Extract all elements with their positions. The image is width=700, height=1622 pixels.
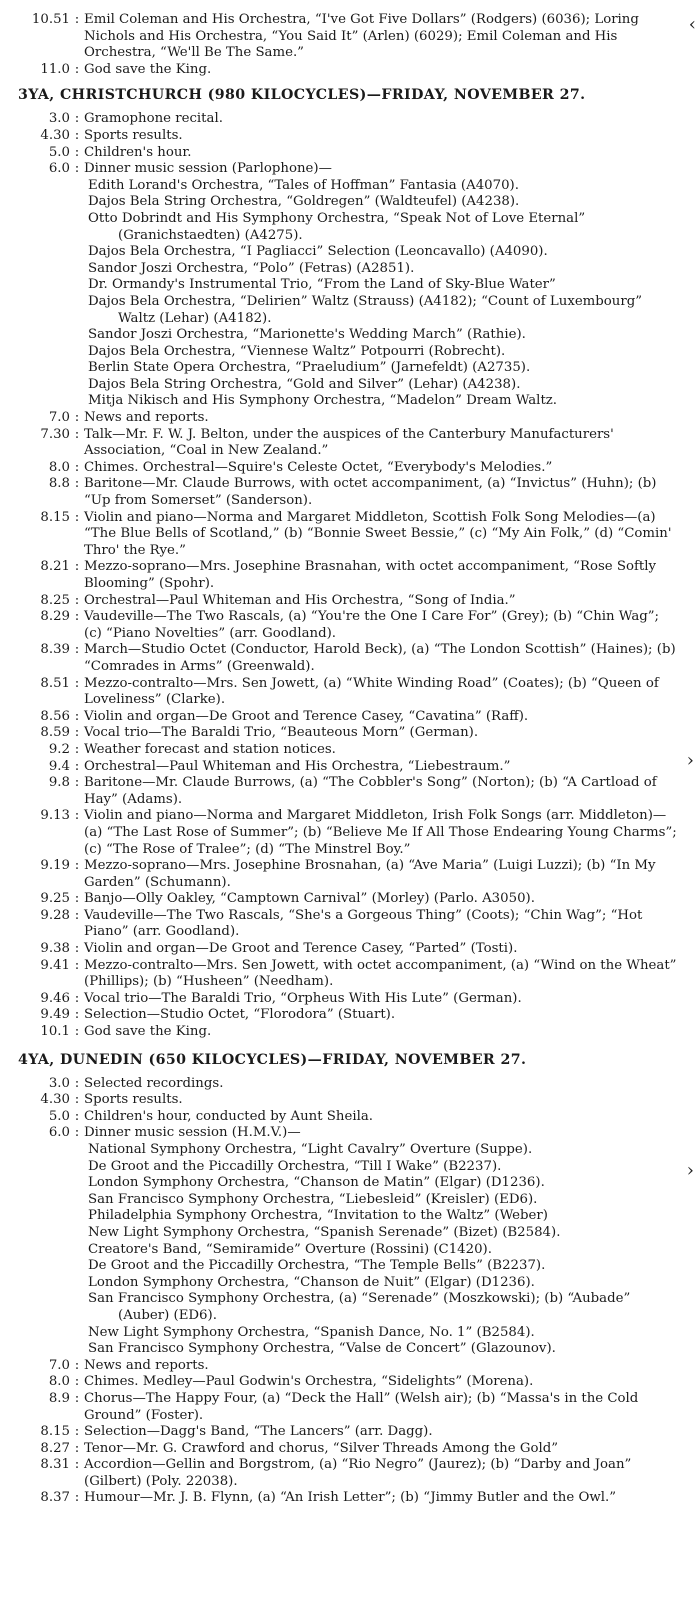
dinner-item-text: Dajos Bela Orchestra, “Viennese Waltz” Potpourri (Robrecht).	[88, 343, 506, 359]
entry-text: Children's hour, conducted by Aunt Sheila.	[84, 1108, 373, 1124]
dinner-item	[18, 1341, 680, 1358]
entry-time: 8.29	[40, 609, 70, 625]
entry-time: 11.0	[40, 61, 70, 77]
entry-time: 8.39	[40, 642, 70, 658]
dinner-item	[18, 294, 680, 327]
entry-text: Dinner music session (H.M.V.)—	[84, 1125, 301, 1141]
entry-text: Baritone—Mr. Claude Burrows, (a) “The Cobbler's Song” (Norton); (b) “A Cartload of Hay” (Adams).	[84, 775, 657, 807]
entry-time: 9.19	[40, 858, 70, 874]
dinner-item	[18, 178, 680, 195]
dinner-item	[18, 1159, 680, 1176]
entry-text: Violin and piano—Norma and Margaret Middleton, Scottish Folk Song Melodies—(a) “The Blue Bells of Scotland,” (b) “Bonnie Sweet Bessie,” (c) “My Ain Folk,” (d) “Comin' Thro' the Rye.”	[84, 509, 672, 558]
dinner-item-text: London Symphony Orchestra, “Chanson de Matin” (Elgar) (D1236).	[88, 1175, 545, 1191]
entry-time: 9.41	[40, 957, 70, 973]
dinner-item	[18, 244, 680, 261]
schedule-entry	[18, 709, 680, 726]
entry-colon: :	[74, 161, 80, 177]
schedule-entry	[18, 775, 680, 808]
schedule-entry	[18, 145, 680, 162]
entry-text: March—Studio Octet (Conductor, Harold Beck), (a) “The London Scottish” (Haines); (b) “Comrades in Arms” (Greenwald).	[84, 642, 676, 674]
entry-text: Dinner music session (Parlophone)—	[84, 161, 332, 177]
schedule-entry	[18, 991, 680, 1008]
dinner-item	[18, 1208, 680, 1225]
entry-time: 5.0	[48, 144, 70, 160]
dinner-item	[18, 1175, 680, 1192]
entry-colon: :	[74, 858, 80, 874]
entry-colon: :	[74, 808, 80, 824]
entry-colon: :	[74, 957, 80, 973]
dinner-item-text: Dajos Bela String Orchestra, “Gold and Silver” (Lehar) (A4238).	[88, 376, 521, 392]
schedule-entry	[18, 1358, 680, 1375]
entry-colon: :	[74, 12, 80, 27]
entry-colon: :	[74, 1374, 80, 1390]
entry-colon: :	[74, 111, 80, 127]
entry-colon: :	[74, 127, 80, 143]
entry-text: Violin and organ—De Groot and Terence Casey, “Cavatina” (Raff).	[84, 708, 529, 724]
dinner-item-text: Dajos Bela String Orchestra, “Goldregen” (Waldteufel) (A4238).	[88, 194, 520, 210]
schedule-entry	[18, 111, 680, 128]
entry-time: 7.30	[40, 426, 70, 442]
entry-colon: :	[74, 725, 80, 741]
dinner-item-text: San Francisco Symphony Orchestra, “Valse de Concert” (Glazounov).	[88, 1341, 556, 1357]
dinner-item	[18, 393, 680, 410]
schedule-entry	[18, 1092, 680, 1109]
dinner-item-text: De Groot and the Piccadilly Orchestra, “The Temple Bells” (B2237).	[88, 1258, 546, 1274]
entry-time: 8.51	[40, 675, 70, 691]
entry-time: 10.51	[31, 12, 70, 27]
entry-text: Accordion—Gellin and Borgstrom, (a) “Rio Negro” (Jaurez); (b) “Darby and Joan” (Gilbert) (Poly. 22038).	[84, 1457, 632, 1489]
schedule-entry	[18, 1374, 680, 1391]
margin-mark-lower: ›	[686, 1160, 694, 1181]
schedule-entry	[18, 62, 680, 79]
dinner-item	[18, 1325, 680, 1342]
entry-colon: :	[74, 1108, 80, 1124]
entry-time: 8.27	[40, 1440, 70, 1456]
schedule-entry	[18, 1391, 680, 1424]
entry-time: 3.0	[48, 111, 70, 127]
entry-colon: :	[74, 1125, 80, 1141]
entry-text: God save the King.	[84, 1024, 212, 1040]
entry-time: 9.8	[48, 775, 70, 791]
entry-text: Vocal trio—The Baraldi Trio, “Beauteous Morn” (German).	[84, 725, 479, 741]
entry-text: Weather forecast and station notices.	[84, 741, 336, 757]
schedule-entry	[18, 609, 680, 642]
entry-colon: :	[74, 1490, 80, 1506]
entry-time: 3.0	[48, 1075, 70, 1091]
entry-text: Talk—Mr. F. W. J. Belton, under the auspices of the Canterbury Manufacturers' Association, “Coal in New Zealand.”	[84, 426, 614, 459]
dinner-item-text: Mitja Nikisch and His Symphony Orchestra, “Madelon” Dream Waltz.	[88, 393, 558, 409]
dinner-item-text: Dajos Bela Orchestra, “Delirien” Waltz (Strauss) (A4182); “Count of Luxembourg” Waltz (Lehar) (A4182).	[88, 293, 643, 326]
schedule-entry	[18, 559, 680, 592]
entry-time: 8.8	[48, 476, 70, 492]
entry-text: Violin and organ—De Groot and Terence Casey, “Parted” (Tosti).	[84, 941, 518, 957]
dinner-item-text: Philadelphia Symphony Orchestra, “Invitation to the Waltz” (Weber)	[88, 1208, 548, 1224]
entry-text: God save the King.	[84, 61, 212, 77]
schedule-entry	[18, 1024, 680, 1041]
entry-text: Baritone—Mr. Claude Burrows, with octet accompaniment, (a) “Invictus” (Huhn); (b) “Up from Somerset” (Sanderson).	[84, 476, 657, 509]
dinner-item	[18, 261, 680, 278]
entry-colon: :	[74, 1390, 80, 1406]
schedule-entry	[18, 12, 680, 62]
entry-text: Vaudeville—The Two Rascals, (a) “You're the One I Care For” (Grey); (b) “Chin Wag”; (c) “Piano Novelties” (arr. Goodland).	[84, 609, 660, 641]
schedule-entry	[18, 676, 680, 709]
schedule-entry	[18, 742, 680, 759]
entry-time: 6.0	[48, 161, 70, 177]
schedule-entry	[18, 1424, 680, 1441]
entry-time: 8.31	[40, 1457, 70, 1473]
entry-text: Children's hour.	[84, 144, 192, 160]
entry-text: Chimes. Medley—Paul Godwin's Orchestra, “Sidelights” (Morena).	[84, 1374, 534, 1390]
dinner-item	[18, 277, 680, 294]
entry-colon: :	[74, 1075, 80, 1091]
entry-time: 8.59	[40, 725, 70, 741]
entry-text: Selected recordings.	[84, 1075, 224, 1091]
entry-time: 7.0	[48, 1357, 70, 1373]
entry-time: 8.15	[40, 509, 70, 525]
entry-time: 9.2	[48, 741, 70, 757]
entry-colon: :	[74, 1024, 80, 1040]
dinner-item	[18, 194, 680, 211]
entry-colon: :	[74, 144, 80, 160]
entry-time: 4.30	[40, 1092, 70, 1108]
schedule-entry	[18, 858, 680, 891]
schedule-entry	[18, 1109, 680, 1126]
entry-colon: :	[74, 459, 80, 475]
entry-time: 9.25	[40, 891, 70, 907]
schedule-entry	[18, 476, 680, 509]
entry-time: 10.1	[40, 1024, 70, 1040]
entry-colon: :	[74, 410, 80, 426]
margin-mark-top: ‹	[688, 14, 696, 35]
dinner-item	[18, 1142, 680, 1159]
entry-time: 9.46	[40, 990, 70, 1006]
entry-colon: :	[74, 642, 80, 658]
entry-colon: :	[74, 675, 80, 691]
entry-colon: :	[74, 708, 80, 724]
christchurch-heading: 3YA, CHRISTCHURCH (980 KILOCYCLES)—FRIDAY, NOVEMBER 27.	[18, 87, 586, 104]
entry-colon: :	[74, 61, 80, 77]
entry-time: 8.37	[40, 1490, 70, 1506]
entry-colon: :	[74, 1357, 80, 1373]
dinner-item-text: San Francisco Symphony Orchestra, (a) “Serenade” (Moszkowski); (b) “Aubade” (Auber) (ED6).	[88, 1291, 631, 1323]
entry-text: Violin and piano—Norma and Margaret Middleton, Irish Folk Songs (arr. Middleton)—(a) “The Last Rose of Summer”; (b) “Believe Me If All Those Endearing Young Charms”; (c) “The Rose of Tralee”; (d) “The Minstrel Boy.”	[84, 808, 677, 857]
entry-colon: :	[74, 907, 80, 923]
dinner-item-text: Creatore's Band, “Semiramide” Overture (Rossini) (C1420).	[88, 1241, 492, 1257]
schedule-entry	[18, 958, 680, 991]
entry-text: Tenor—Mr. G. Crawford and chorus, “Silver Threads Among the Gold”	[84, 1440, 559, 1456]
schedule-entry	[18, 941, 680, 958]
schedule-entry	[18, 510, 680, 560]
dinner-item-text: Berlin State Opera Orchestra, “Praeludium” (Jarnefeldt) (A2735).	[88, 360, 531, 376]
schedule-entry	[18, 642, 680, 675]
margin-mark-mid: ›	[686, 750, 694, 771]
entry-colon: :	[74, 758, 80, 774]
dinner-item-text: Sandor Joszi Orchestra, “Polo” (Fetras) (A2851).	[88, 260, 415, 276]
schedule-entry	[18, 161, 680, 178]
entry-text: Mezzo-soprano—Mrs. Josephine Brosnahan, (a) “Ave Maria” (Luigi Luzzi); (b) “In My Garden” (Schumann).	[84, 858, 656, 890]
entry-colon: :	[74, 990, 80, 1006]
entry-colon: :	[74, 1457, 80, 1473]
entry-text: Mezzo-contralto—Mrs. Sen Jowett, (a) “White Winding Road” (Coates); (b) “Queen of Loveliness” (Clarke).	[84, 675, 659, 708]
entry-time: 9.49	[40, 1007, 70, 1023]
schedule-entry	[18, 1457, 680, 1490]
entry-time: 8.9	[48, 1390, 70, 1406]
dinner-item	[18, 344, 680, 361]
schedule-entry	[18, 593, 680, 610]
schedule-entry	[18, 410, 680, 427]
entry-time: 9.13	[40, 808, 70, 824]
dinner-item	[18, 1291, 680, 1324]
dinner-item-text: New Light Symphony Orchestra, “Spanish Dance, No. 1” (B2584).	[88, 1324, 535, 1340]
schedule-entry	[18, 908, 680, 941]
entry-colon: :	[74, 592, 80, 608]
dinner-item	[18, 327, 680, 344]
schedule-entry	[18, 808, 680, 858]
dinner-item	[18, 1225, 680, 1242]
schedule-entry	[18, 759, 680, 776]
entry-colon: :	[74, 426, 80, 442]
schedule-entry	[18, 725, 680, 742]
entry-time: 8.0	[48, 459, 70, 475]
dinner-item-text: Otto Dobrindt and His Symphony Orchestra, “Speak Not of Love Eternal” (Granichstaedten) (A4275).	[88, 210, 586, 243]
entry-text: Chimes. Orchestral—Squire's Celeste Octet, “Everybody's Melodies.”	[84, 459, 553, 475]
dinner-item	[18, 1242, 680, 1259]
entry-text: Mezzo-soprano—Mrs. Josephine Brasnahan, with octet accompaniment, “Rose Softly Blooming” (Spohr).	[84, 559, 657, 591]
entry-text: Orchestral—Paul Whiteman and His Orchestra, “Liebestraum.”	[84, 758, 511, 774]
entry-text: News and reports.	[84, 1357, 209, 1373]
dinner-item	[18, 211, 680, 244]
entry-time: 8.15	[40, 1424, 70, 1440]
dinner-item	[18, 1258, 680, 1275]
dinner-item-text: De Groot and the Piccadilly Orchestra, “Till I Wake” (B2237).	[88, 1158, 502, 1174]
entry-time: 8.21	[40, 559, 70, 575]
dinner-item-text: Dajos Bela Orchestra, “I Pagliacci” Selection (Leoncavallo) (A4090).	[88, 244, 548, 260]
entry-colon: :	[74, 1424, 80, 1440]
entry-text: Gramophone recital.	[84, 111, 223, 127]
entry-colon: :	[74, 1007, 80, 1023]
dinner-item	[18, 1275, 680, 1292]
entry-time: 5.0	[48, 1108, 70, 1124]
dinner-item	[18, 377, 680, 394]
entry-text: Emil Coleman and His Orchestra, “I've Got Five Dollars” (Rodgers) (6036); Loring Nichols and His Orchestra, “You Said It” (Arlen) (6029); Emil Coleman and His Orchestra, “We'll Be The Same.”	[84, 12, 639, 61]
entry-time: 9.38	[40, 941, 70, 957]
schedule-entry	[18, 1007, 680, 1024]
entry-text: Selection—Studio Octet, “Florodora” (Stuart).	[84, 1007, 396, 1023]
dinner-item-text: Edith Lorand's Orchestra, “Tales of Hoffman” Fantasia (A4070).	[88, 177, 519, 193]
top-continuation	[18, 12, 680, 78]
schedule-entry	[18, 1125, 680, 1142]
entry-text: Sports results.	[84, 1092, 183, 1108]
entry-colon: :	[74, 741, 80, 757]
schedule-entry	[18, 1441, 680, 1458]
schedule-entry	[18, 1490, 680, 1507]
schedule-entry	[18, 891, 680, 908]
entry-text: Banjo—Olly Oakley, “Camptown Carnival” (Morley) (Parlo. A3050).	[84, 891, 535, 907]
entry-time: 9.28	[40, 907, 70, 923]
dinner-item-text: London Symphony Orchestra, “Chanson de Nuit” (Elgar) (D1236).	[88, 1274, 535, 1290]
dunedin-section	[18, 1051, 680, 1507]
dinner-item	[18, 1192, 680, 1209]
dinner-item-text: Dr. Ormandy's Instrumental Trio, “From the Land of Sky-Blue Water”	[88, 277, 556, 293]
dinner-item-text: National Symphony Orchestra, “Light Cavalry” Overture (Suppe).	[88, 1142, 533, 1157]
entry-colon: :	[74, 509, 80, 525]
entry-colon: :	[74, 476, 80, 492]
schedule-entry	[18, 128, 680, 145]
entry-time: 8.25	[40, 592, 70, 608]
entry-time: 4.30	[40, 127, 70, 143]
dinner-item-text: New Light Symphony Orchestra, “Spanish Serenade” (Bizet) (B2584).	[88, 1224, 561, 1240]
schedule-entry	[18, 460, 680, 477]
entry-text: Chorus—The Happy Four, (a) “Deck the Hall” (Welsh air); (b) “Massa's in the Cold Ground” (Foster).	[84, 1390, 639, 1423]
entry-colon: :	[74, 559, 80, 575]
entry-text: Orchestral—Paul Whiteman and His Orchestra, “Song of India.”	[84, 592, 516, 608]
entry-text: Vaudeville—The Two Rascals, “She's a Gorgeous Thing” (Coots); “Chin Wag”; “Hot Piano” (arr. Goodland).	[84, 907, 643, 940]
entry-text: Sports results.	[84, 127, 183, 143]
entry-text: Humour—Mr. J. B. Flynn, (a) “An Irish Letter”; (b) “Jimmy Butler and the Owl.”	[84, 1490, 617, 1506]
schedule-entry	[18, 1076, 680, 1093]
entry-time: 7.0	[48, 410, 70, 426]
entry-colon: :	[74, 609, 80, 625]
entry-time: 6.0	[48, 1125, 70, 1141]
dinner-item	[18, 360, 680, 377]
entry-colon: :	[74, 775, 80, 791]
entry-text: Mezzo-contralto—Mrs. Sen Jowett, with octet accompaniment, (a) “Wind on the Wheat” (Phillips); (b) “Husheen” (Needham).	[84, 957, 677, 990]
entry-time: 8.56	[40, 708, 70, 724]
entry-text: News and reports.	[84, 410, 209, 426]
dinner-item-text: Sandor Joszi Orchestra, “Marionette's Wedding March” (Rathie).	[88, 327, 526, 343]
entry-colon: :	[74, 941, 80, 957]
entry-colon: :	[74, 1092, 80, 1108]
christchurch-section	[18, 86, 680, 1040]
entry-time: 8.0	[48, 1374, 70, 1390]
entry-time: 9.4	[48, 758, 70, 774]
dinner-item-text: San Francisco Symphony Orchestra, “Liebesleid” (Kreisler) (ED6).	[88, 1191, 538, 1207]
entry-colon: :	[74, 1440, 80, 1456]
dunedin-heading: 4YA, DUNEDIN (650 KILOCYCLES)—FRIDAY, NOVEMBER 27.	[18, 1051, 527, 1068]
schedule-entry	[18, 427, 680, 460]
entry-colon: :	[74, 891, 80, 907]
entry-text: Selection—Dagg's Band, “The Lancers” (arr. Dagg).	[84, 1424, 433, 1440]
entry-text: Vocal trio—The Baraldi Trio, “Orpheus With His Lute” (German).	[84, 990, 522, 1006]
